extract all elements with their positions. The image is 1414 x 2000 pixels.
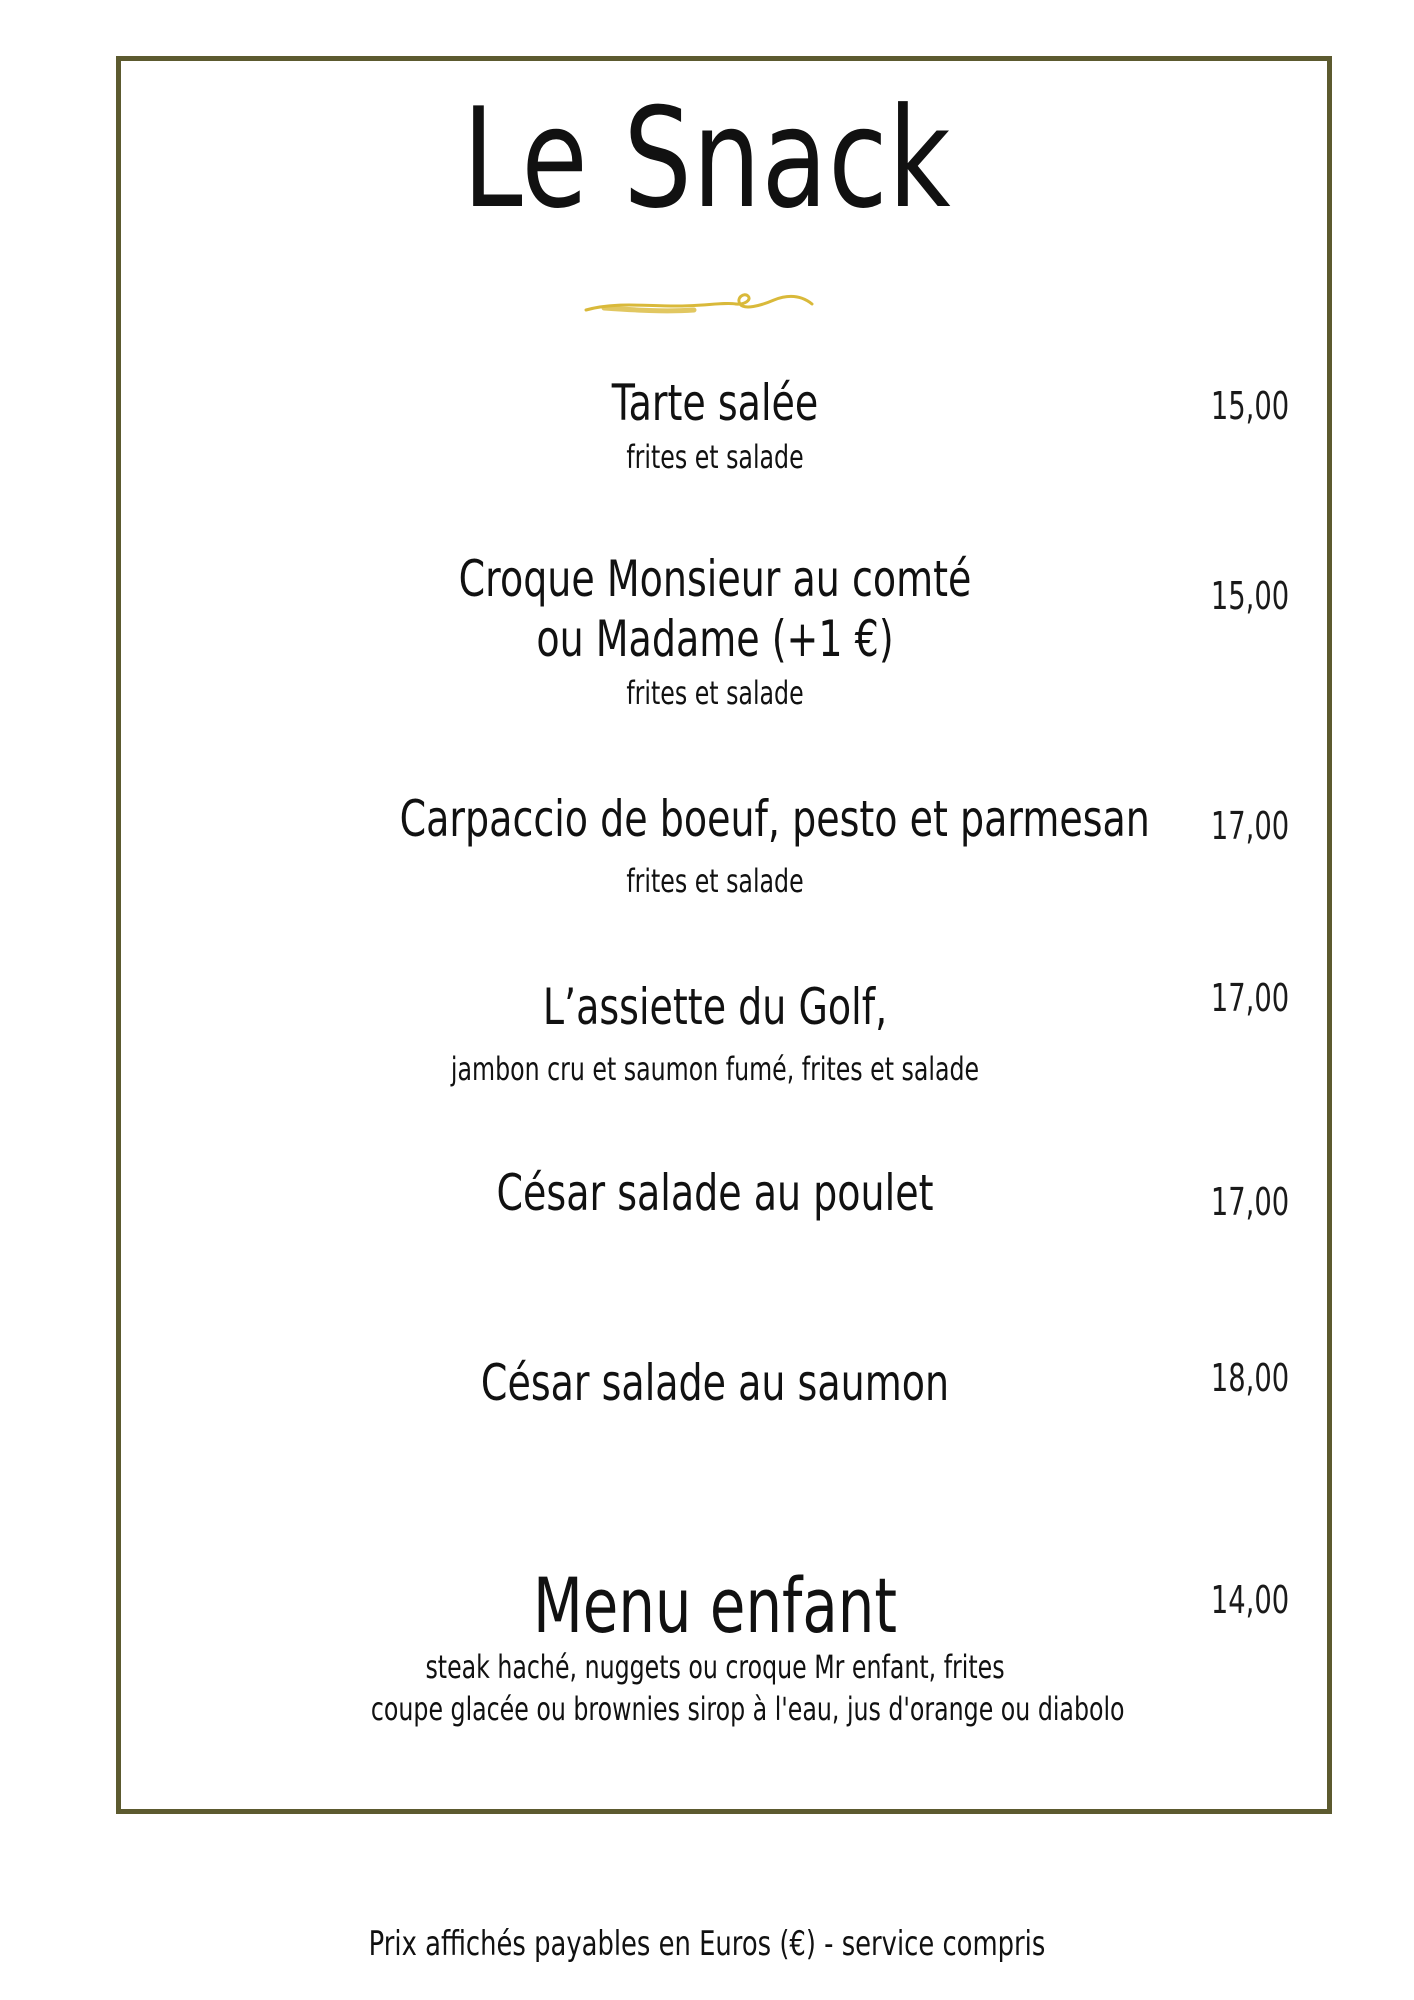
item-name: Menu enfant <box>532 1561 898 1650</box>
item-price: 17,00 <box>1210 1180 1290 1224</box>
item-price: 15,00 <box>1210 384 1290 428</box>
item-price: 17,00 <box>1210 804 1290 848</box>
item-description: frites et salade <box>626 862 804 900</box>
item-price: 14,00 <box>1210 1578 1290 1622</box>
item-price: 18,00 <box>1210 1356 1290 1400</box>
item-description: frites et salade <box>626 674 804 712</box>
item-description: steak haché, nuggets ou croque Mr enfant, frites <box>425 1648 1005 1686</box>
item-name: César salade au saumon <box>480 1354 950 1412</box>
item-name-line2: ou Madame (+1 €) <box>536 610 894 668</box>
item-description: frites et salade <box>626 438 804 476</box>
item-price: 17,00 <box>1210 976 1290 1020</box>
item-name: L’assiette du Golf, <box>542 978 888 1036</box>
flourish-ornament-icon <box>584 288 814 318</box>
item-name: Carpaccio de boeuf, pesto et parmesan <box>399 790 1150 848</box>
footer-note: Prix affichés payables en Euros (€) - service compris <box>368 1924 1046 1964</box>
menu-title: Le Snack <box>462 78 952 239</box>
item-name: Croque Monsieur au comté <box>458 550 972 608</box>
item-description: jambon cru et saumon fumé, frites et salade <box>450 1050 980 1088</box>
menu-border <box>116 56 1332 1814</box>
item-price: 15,00 <box>1210 574 1290 618</box>
item-name: Tarte salée <box>611 374 819 432</box>
item-name: César salade au poulet <box>496 1164 934 1222</box>
item-description-line2: coupe glacée ou brownies sirop à l'eau, jus d'orange ou diabolo <box>370 1690 1125 1728</box>
